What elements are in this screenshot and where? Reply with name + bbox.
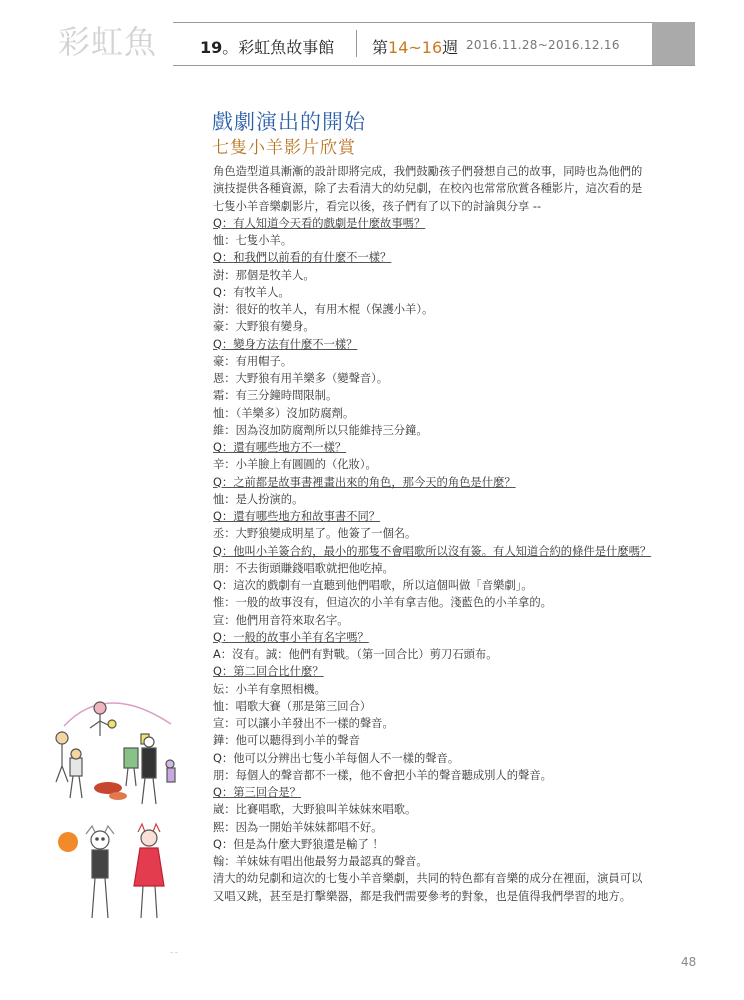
text-line: 鏵：他可以聽得到小羊的聲音: [213, 734, 360, 748]
text-line: 丞：大野狼變成明星了。他簽了一個名。: [213, 527, 417, 541]
issue-number: 19: [200, 38, 223, 57]
question-line: Q：第二回合比什麼？: [213, 665, 324, 679]
text-line: 辛：小羊臉上有圓圓的（化妝）。: [213, 458, 377, 472]
question-line: Q：第三回合是？: [213, 786, 301, 799]
text-line: 澍：很好的牧羊人，有用木棍（保護小羊）。: [213, 303, 434, 316]
text-line: 崴：比賽唱歌，大野狼叫羊妹妹來唱歌。: [213, 803, 417, 817]
header-divider: [356, 30, 357, 57]
text-line: A：沒有。誠：他們有對戰。（第一回合比）剪刀石頭布。: [213, 648, 498, 661]
issue-name: 。彩虹魚故事館: [222, 38, 335, 57]
issue-title: [200, 35, 334, 58]
week-range: 14~16: [388, 38, 443, 57]
text-line: 熙：因為一開始羊妹妹都唱不好。: [213, 820, 383, 834]
article-subtitle: 七隻小羊影片欣賞: [212, 138, 356, 158]
text-line: 恤：七隻小羊。: [213, 234, 293, 247]
text-line: 恩：大野狼有用羊樂多（變聲音）。: [213, 372, 389, 385]
question-line: Q：和我們以前看的有什麼不一樣？: [213, 251, 392, 265]
question-line: Q：還有哪些地方和故事書不同？: [213, 510, 381, 523]
svg-text:~ ~: ~ ~: [170, 950, 178, 955]
header-gray-box: [652, 22, 695, 65]
text-line: 惟：一般的故事沒有，但這次的小羊有拿吉他。淺藍色的小羊拿的。: [213, 596, 552, 610]
text-line: 翰：羊妹妹有唱出他最努力最認真的聲音。: [213, 855, 428, 868]
text-line: 朋：每個人的聲音都不一樣，他不會把小羊的聲音聽成別人的聲音。: [213, 768, 552, 782]
text-line: Q：有牧羊人。: [213, 285, 290, 299]
page-number: 48: [681, 955, 697, 969]
question-line: Q：一般的故事小羊有名字嗎？: [213, 630, 369, 644]
question-line: Q：他叫小羊簽合約，最小的那隻不會唱歌所以沒有簽。有人知道合約的條件是什麼嗎？: [213, 544, 652, 558]
text-line: 又唱又跳，甚至是打擊樂器，都是我們需要參考的對象，也是值得我們學習的地方。: [213, 889, 631, 903]
text-line: Q：但是為什麼大野狼還是輸了 ！: [213, 837, 384, 851]
week-suffix: 週: [442, 38, 459, 57]
text-line: 豪：大野狼有變身。: [213, 320, 315, 334]
text-line: 恤：唱歌大賽（那是第三回合）: [213, 699, 372, 713]
text-line: 妘：小羊有拿照相機。: [213, 682, 326, 696]
article-title: 戲劇演出的開始: [212, 110, 366, 134]
text-line: 朋：不去街頭賺錢唱歌就把他吃掉。: [213, 561, 394, 575]
question-line: Q：還有哪些地方不一樣？: [213, 441, 347, 454]
question-line: Q：有人知道今天看的戲劇是什麼故事嗎？: [213, 216, 426, 230]
question-line: Q：之前都是故事書裡畫出來的角色，那今天的角色是什麼？: [213, 475, 516, 489]
text-line: 宣：他們用音符來取名字。: [213, 613, 349, 627]
text-line: 清大的幼兒劇和這次的七隻小羊音樂劇，共同的特色都有音樂的成分在裡面，演員可以: [213, 872, 643, 886]
text-line: 宣：可以讓小羊發出不一樣的聲音。: [213, 717, 394, 730]
text-line: 七隻小羊音樂劇影片，看完以後，孩子們有了以下的討論與分享 --: [213, 199, 542, 213]
question-line: Q：變身方法有什麼不一樣？: [213, 337, 358, 351]
text-line: 豪：有用帽子。: [213, 354, 293, 368]
date-range: 2016.11.28~2016.12.16: [466, 38, 620, 52]
text-line: 角色造型道具漸漸的設計即將完成，我們鼓勵孩子們發想自己的故事，同時也為他們的: [213, 165, 643, 178]
text-line: 霜：有三分鐘時間限制。: [213, 389, 338, 403]
text-line: Q：這次的戲劇有一直聽到他們唱歌，所以這個叫做「音樂劇」。: [213, 579, 533, 592]
header-logo: 彩虹魚: [58, 23, 158, 61]
text-line: Q：他可以分辨出七隻小羊每個人不一樣的聲音。: [213, 751, 460, 765]
child-drawing-top: [46, 686, 186, 821]
article-body: [213, 163, 701, 905]
child-drawing-bottom: [52, 822, 187, 962]
text-line: 澍：那個是牧羊人。: [213, 268, 315, 282]
text-line: 恤：是人扮演的。: [213, 492, 304, 506]
text-line: 維：因為沒加防腐劑所以只能維持三分鐘。: [213, 423, 428, 437]
week-label: [372, 35, 458, 58]
text-line: 恤：（羊樂多）沒加防腐劑。: [213, 406, 355, 420]
week-prefix: 第: [372, 38, 389, 57]
text-line: 演技提供各種資源，除了去看清大的幼兒劇，在校內也常常欣賞各種影片，這次看的是: [213, 182, 643, 196]
